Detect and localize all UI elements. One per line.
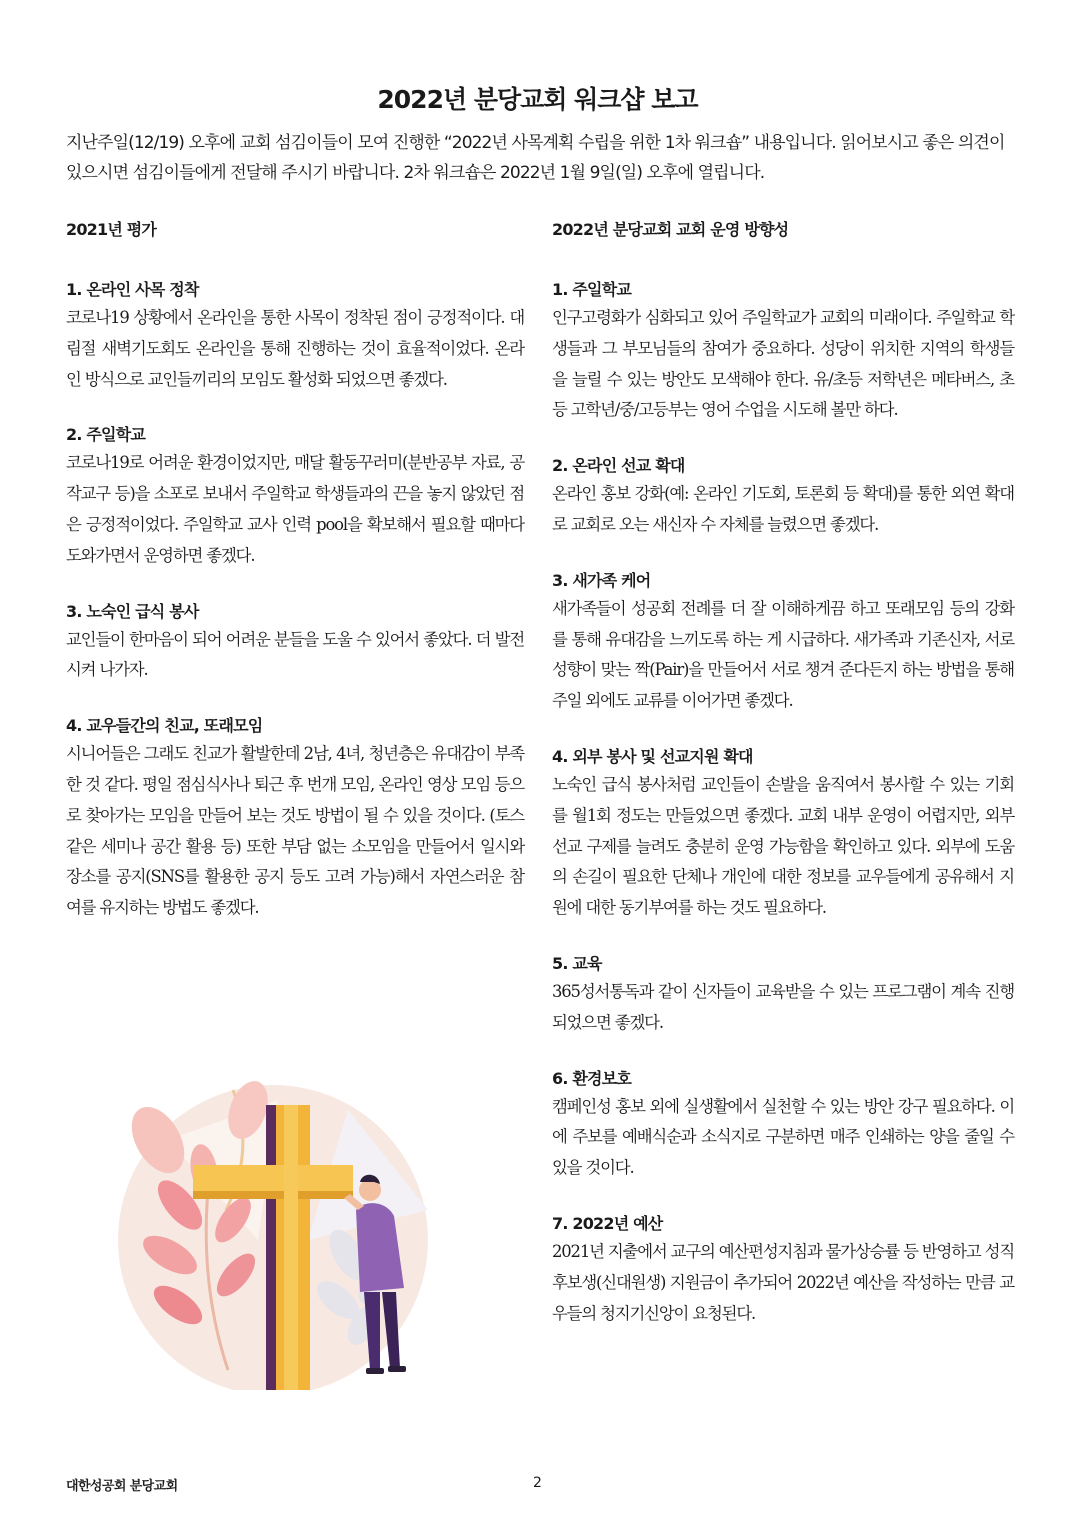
left-column-heading: 2021년 평가 — [66, 220, 157, 239]
cross-with-praying-person-illustration-icon — [108, 1070, 498, 1390]
section-body: 시니어들은 그래도 친교가 활발한데 2남, 4녀, 청년층은 유대감이 부족한 것 같다. 평일 점심식사나 퇴근 후 번개 모임, 온라인 영상 모임 등으로 찾아가는 모임을 만들어 보는 것도 방법이 될 수 있을 것이다. (토스 같은 세미나 공간 활용 등) 또한 부담 없는 소모임을 만들어서 일시와 장소를 공지(SNS를 활용한 공지 등도 고려 가능)해서 자연스러운 참여를 유지하는 방법도 좋겠다. — [66, 744, 524, 918]
section-body: 캠페인성 홍보 외에 실생활에서 실천할 수 있는 방안 강구 필요하다. 이에 주보를 예배식순과 소식지로 구분하면 매주 인쇄하는 양을 줄일 수 있을 것이다. — [552, 1096, 1014, 1178]
section-body: 2021년 지출에서 교구의 예산편성지침과 물가상승률 등 반영하고 성직후보생(신대원생) 지원금이 추가되어 2022년 예산을 작성하는 만큼 교우들의 청지기신앙이 요청된다. — [552, 1241, 1014, 1323]
section-title: 2. 주일학교 — [66, 425, 146, 445]
right-section-3 — [552, 567, 1014, 717]
right-column-heading: 2022년 분당교회 교회 운영 방향성 — [552, 220, 789, 239]
section-title: 3. 새가족 케어 — [552, 570, 651, 590]
section-title: 1. 주일학교 — [552, 280, 632, 299]
left-section-4 — [66, 712, 524, 924]
section-title: 6. 환경보호 — [552, 1068, 632, 1088]
left-column — [66, 216, 524, 950]
footer-organization: 대한성공회 분당교회 — [66, 1479, 178, 1494]
section-title: 1. 온라인 사목 정착 — [66, 280, 199, 299]
left-section-3 — [66, 598, 524, 687]
intro-paragraph: 지난주일(12/19) 오후에 교회 섬김이들이 모여 진행한 “2022년 사목계획 수립을 위한 1차 워크숍” 내용입니다. 읽어보시고 좋은 의견이 있으시면 섬김이들에게 전달해 주시기 바랍니다. 2차 워크숍은 2022년 1월 9일(일) 오후에 열립니다. — [66, 133, 1005, 183]
section-body: 노숙인 급식 봉사처럼 교인들이 손발을 움직여서 봉사할 수 있는 기회를 월1회 정도는 만들었으면 좋겠다. 교회 내부 운영이 어렵지만, 외부 선교 구제를 늘려도 충분히 운영 가능함을 확인하고 있다. 외부에 도움의 손길이 필요한 단체나 개인에 대한 정보를 교우들에게 공유해서 지원에 대한 동기부여를 하는 것도 필요하다. — [552, 774, 1014, 918]
left-section-1 — [66, 276, 524, 395]
right-column — [552, 216, 1014, 1355]
right-section-4 — [552, 743, 1014, 924]
right-section-7 — [552, 1210, 1014, 1329]
section-body: 코로나19 상황에서 온라인을 통한 사목이 정착된 점이 긍정적이다. 대림절 새벽기도회도 온라인을 통해 진행하는 것이 효율적이었다. 온라인 방식으로 교인들끼리의 모임도 활성화 되었으면 좋겠다. — [66, 308, 524, 389]
left-section-2 — [66, 421, 524, 571]
section-body: 인구고령화가 심화되고 있어 주일학교가 교회의 미래이다. 주일학교 학생들과 그 부모님들의 참여가 중요하다. 성당이 위치한 지역의 학생들을 늘릴 수 있는 방안도 모색해야 한다. 유/초등 저학년은 메타버스, 초등 고학년/중/고등부는 영어 수업을 시도해 볼만 하다. — [552, 308, 1014, 420]
section-body: 코로나19로 어려운 환경이었지만, 매달 활동꾸러미(분반공부 자료, 공작교구 등)을 소포로 보내서 주일학교 학생들과의 끈을 놓지 않았던 점은 긍정적이었다. 주일학교 교사 인력 pool을 확보해서 필요할 때마다 도와가면서 운영하면 좋겠다. — [66, 453, 524, 565]
section-title: 7. 2022년 예산 — [552, 1213, 663, 1233]
right-section-2 — [552, 452, 1014, 541]
section-body: 온라인 홍보 강화(예: 온라인 기도회, 토론회 등 확대)를 통한 외연 확대로 교회로 오는 새신자 수 자체를 늘렸으면 좋겠다. — [552, 484, 1014, 534]
right-section-6 — [552, 1065, 1014, 1184]
right-section-5 — [552, 950, 1014, 1039]
section-title: 2. 온라인 선교 확대 — [552, 456, 685, 476]
section-body: 새가족들이 성공회 전례를 더 잘 이해하게끔 하고 또래모임 등의 강화를 통해 유대감을 느끼도록 하는 게 시급하다. 새가족과 기존신자, 서로 성향이 맞는 짝(Pair)을 만들어서 서로 챙겨 준다든지 하는 방법을 통해 주일 외에도 교류를 이어가면 좋겠다. — [552, 598, 1014, 711]
section-title: 5. 교육 — [552, 953, 602, 973]
section-title: 4. 외부 봉사 및 선교지원 확대 — [552, 746, 753, 766]
section-body: 교인들이 한마음이 되어 어려운 분들을 도울 수 있어서 좋았다. 더 발전시켜 나가자. — [66, 629, 524, 680]
section-body: 365성서통독과 같이 신자들이 교육받을 수 있는 프로그램이 계속 진행되었으면 좋겠다. — [552, 981, 1014, 1032]
section-title: 4. 교우들간의 친교, 또래모임 — [66, 716, 263, 736]
page-title: 2022년 분당교회 워크샵 보고 — [377, 85, 698, 114]
section-title: 3. 노숙인 급식 봉사 — [66, 601, 199, 621]
page-number: 2 — [533, 1475, 542, 1491]
right-section-1 — [552, 276, 1014, 426]
